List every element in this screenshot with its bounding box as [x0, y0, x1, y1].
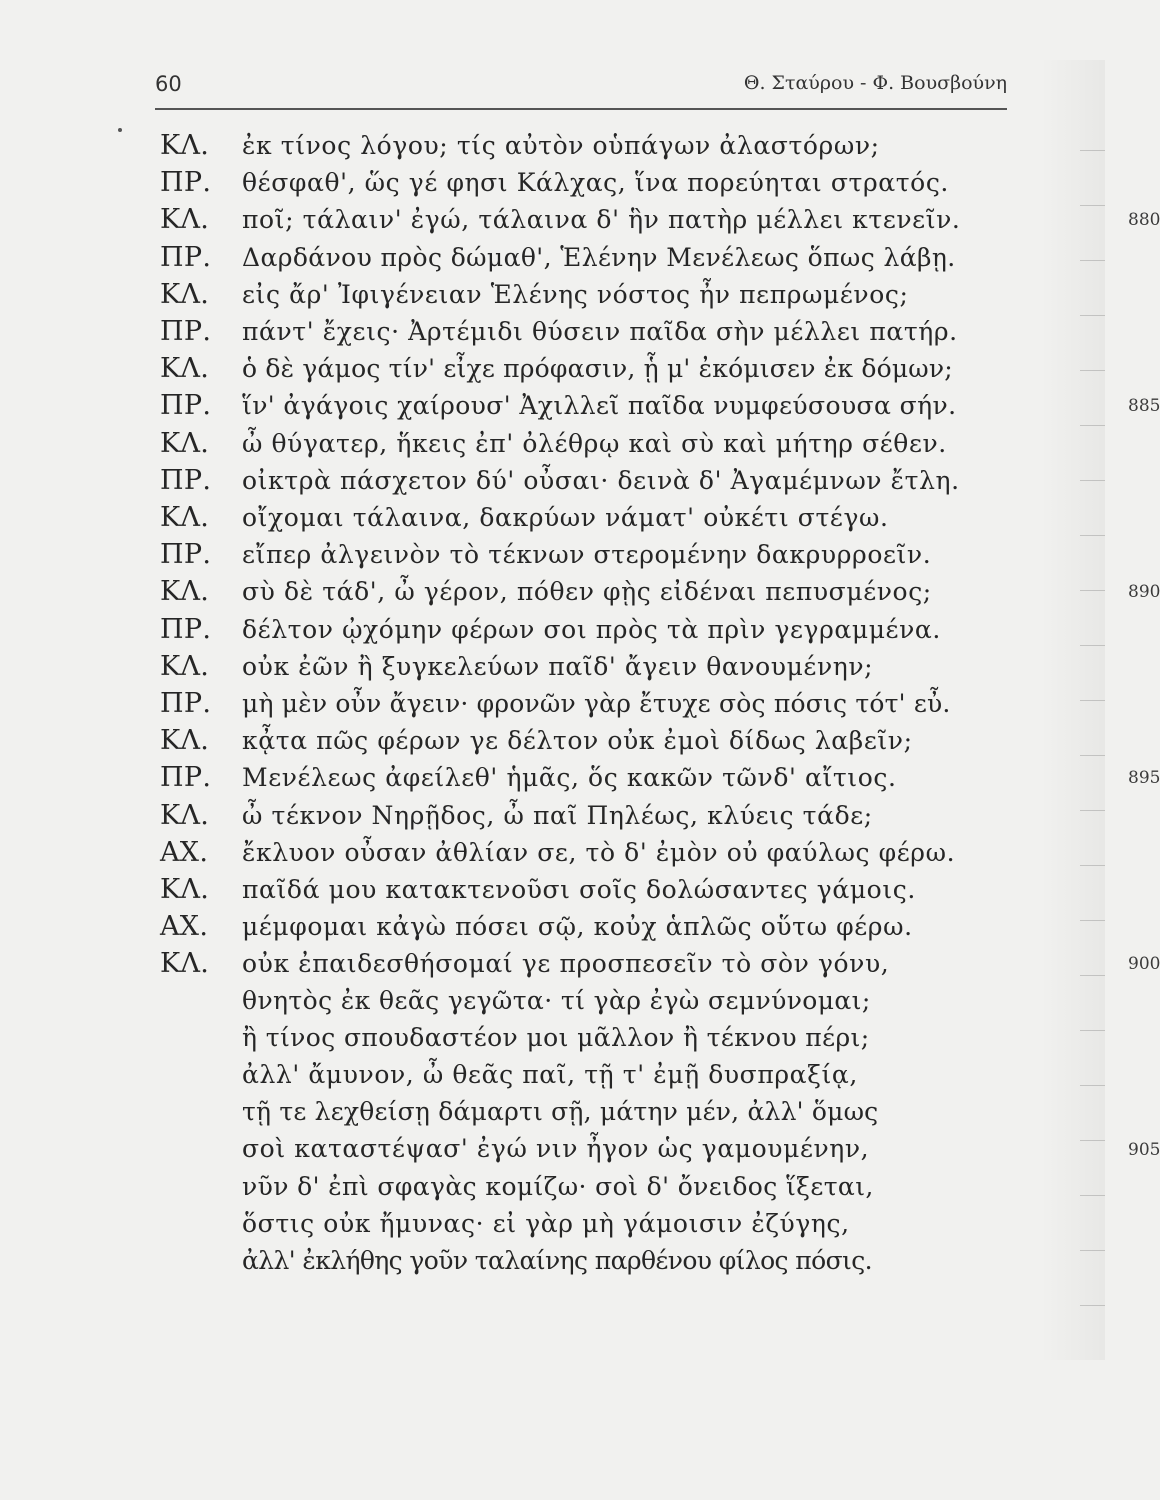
speaker-label: ΠΡ. — [160, 688, 212, 719]
verse-line — [160, 204, 1160, 242]
verse-line — [160, 651, 1030, 689]
verse-text-line: θνητὸς ἐκ θεᾶς γεγῶτα· τί γὰρ ἐγὼ σεμνύνομαι; — [242, 986, 871, 1015]
verse-text-line: εἴπερ ἀλγεινὸν τὸ τέκνων στερομένην δακρυρροεῖν. — [242, 540, 932, 569]
speaker-label: ΠΡ. — [160, 465, 212, 496]
speaker-label: ΚΛ. — [160, 279, 210, 310]
speaker-label: ΚΛ. — [160, 576, 210, 607]
speaker-label: ΚΛ. — [160, 800, 210, 831]
speaker-label: ΚΛ. — [160, 725, 210, 756]
line-number: 900 — [1128, 954, 1160, 974]
verse-line — [160, 502, 1030, 540]
verse-text-line: δέλτον ᾠχόμην φέρων σοι πρὸς τὰ πρὶν γεγραμμένα. — [242, 615, 941, 644]
verse-line — [160, 800, 1030, 838]
verse-text-line: σοὶ καταστέψασ' ἐγώ νιν ἦγον ὡς γαμουμένην, — [242, 1134, 870, 1163]
speaker-label: ΚΛ. — [160, 874, 210, 905]
verse-line — [160, 1172, 1030, 1210]
verse-line — [160, 762, 1160, 800]
verse-line — [160, 428, 1030, 466]
bleed-mark — [1080, 260, 1105, 261]
verse-line — [160, 390, 1160, 428]
speaker-label: ΠΡ. — [160, 762, 212, 793]
verse-line — [160, 688, 1030, 726]
speaker-label: ΚΛ. — [160, 130, 210, 161]
verse-text-line: ὅστις οὐκ ἤμυνας· εἰ γὰρ μὴ γάμοισιν ἐζύγης, — [242, 1209, 850, 1238]
verse-line — [160, 279, 1030, 317]
margin-dot — [118, 128, 122, 132]
verse-line — [160, 837, 1030, 875]
verse-line — [160, 465, 1030, 503]
header-rule — [155, 108, 1007, 110]
bleed-mark — [1080, 975, 1105, 976]
verse-text-line: νῦν δ' ἐπὶ σφαγὰς κομίζω· σοὶ δ' ὄνειδος ἵξεται, — [242, 1172, 874, 1201]
bleed-mark — [1080, 370, 1105, 371]
bleed-mark — [1080, 645, 1105, 646]
line-number: 885 — [1128, 396, 1160, 416]
speaker-label: ΚΛ. — [160, 651, 210, 682]
verse-text-line: παῖδά μου κατακτενοῦσι σοῖς δολώσαντες γάμοις. — [242, 875, 916, 904]
line-number: 895 — [1128, 768, 1160, 788]
verse-text-line: οὐκ ἐῶν ἢ ξυγκελεύων παῖδ' ἄγειν θανουμένην; — [242, 652, 874, 681]
bleed-mark — [1080, 315, 1105, 316]
bleed-mark — [1080, 1085, 1105, 1086]
bleed-mark — [1080, 1305, 1105, 1306]
verse-line — [160, 1246, 1030, 1284]
verse-line — [160, 1209, 1030, 1247]
verse-text-line: ἢ τίνος σπουδαστέον μοι μᾶλλον ἢ τέκνου πέρι; — [242, 1023, 870, 1052]
facing-page-bleed-through — [1040, 60, 1105, 1360]
verse-line — [160, 1134, 1160, 1172]
speaker-label: ΚΛ. — [160, 353, 210, 384]
verse-line — [160, 353, 1030, 391]
verse-text-line: μὴ μὲν οὖν ἄγειν· φρονῶν γὰρ ἔτυχε σὸς πόσις τότ' εὖ. — [242, 689, 951, 718]
verse-line — [160, 911, 1030, 949]
verse-text-line: ἵν' ἀγάγοις χαίρουσ' Ἀχιλλεῖ παῖδα νυμφεύσουσα σήν. — [242, 391, 957, 420]
bleed-mark — [1080, 205, 1105, 206]
speaker-label: ΚΛ. — [160, 428, 210, 459]
speaker-label: ΑΧ. — [160, 837, 209, 868]
verse-text-line: ὦ θύγατερ, ἥκεις ἐπ' ὀλέθρῳ καὶ σὺ καὶ μήτηρ σέθεν. — [242, 429, 947, 458]
verse-text-line: οὐκ ἐπαιδεσθήσομαί γε προσπεσεῖν τὸ σὸν γόνυ, — [242, 949, 890, 978]
bleed-mark — [1080, 920, 1105, 921]
verse-text-line: μέμφομαι κἀγὼ πόσει σῷ, κοὐχ ἁπλῶς οὕτω φέρω. — [242, 912, 913, 941]
bleed-mark — [1080, 480, 1105, 481]
verse-line — [160, 948, 1160, 986]
verse-text-line: ποῖ; τάλαιν' ἐγώ, τάλαινα δ' ἣν πατὴρ μέλλει κτενεῖν. — [242, 205, 961, 234]
verse-text-line: εἰς ἄρ' Ἰφιγένειαν Ἑλένης νόστος ἦν πεπρωμένος; — [242, 280, 909, 309]
speaker-label: ΠΡ. — [160, 539, 212, 570]
verse-text-line: οἰκτρὰ πάσχετον δύ' οὖσαι· δεινὰ δ' Ἀγαμέμνων ἔτλη. — [242, 466, 960, 495]
speaker-label: ΠΡ. — [160, 614, 212, 645]
bleed-mark — [1080, 810, 1105, 811]
verse-line — [160, 242, 1030, 280]
speaker-label: ΚΛ. — [160, 948, 210, 979]
page-header — [155, 72, 1007, 112]
verse-line — [160, 1060, 1030, 1098]
verse-line — [160, 986, 1030, 1024]
bleed-mark — [1080, 1195, 1105, 1196]
verse-text-line: πάντ' ἔχεις· Ἀρτέμιδι θύσειν παῖδα σὴν μέλλει πατήρ. — [242, 317, 958, 346]
speaker-label: ΠΡ. — [160, 390, 212, 421]
speaker-label: ΚΛ. — [160, 204, 210, 235]
verse-text-line: κᾆτα πῶς φέρων γε δέλτον οὐκ ἐμοὶ δίδως λαβεῖν; — [242, 726, 913, 755]
speaker-label: ΠΡ. — [160, 167, 212, 198]
verse-line — [160, 614, 1030, 652]
running-head: Θ. Σταύρου - Φ. Βουσβούνη — [743, 72, 1007, 94]
verse-line — [160, 1097, 1030, 1135]
bleed-mark — [1080, 535, 1105, 536]
line-number: 880 — [1128, 210, 1160, 230]
verse-text-line: θέσφαθ', ὥς γέ φησι Κάλχας, ἵνα πορεύηται στρατός. — [242, 168, 949, 197]
verse-text-line: ὦ τέκνον Νηρῇδος, ὦ παῖ Πηλέως, κλύεις τάδε; — [242, 801, 873, 830]
verse-text-line: Μενέλεως ἀφείλεθ' ἡμᾶς, ὅς κακῶν τῶνδ' αἴτιος. — [242, 763, 897, 792]
verse-line — [160, 316, 1030, 354]
verse-line — [160, 874, 1030, 912]
line-number: 890 — [1128, 582, 1160, 602]
verse-text-line: σὺ δὲ τάδ', ὦ γέρον, πόθεν φῂς εἰδέναι πεπυσμένος; — [242, 577, 932, 606]
verse-text-line: οἴχομαι τάλαινα, δακρύων νάματ' οὐκέτι στέγω. — [242, 503, 889, 532]
bleed-mark — [1080, 1140, 1105, 1141]
bleed-mark — [1080, 700, 1105, 701]
verse-line — [160, 167, 1030, 205]
verse-text-line: ἐκ τίνος λόγου; τίς αὐτὸν οὑπάγων ἀλαστόρων; — [242, 131, 880, 160]
speaker-label: ΠΡ. — [160, 242, 212, 273]
verse-line — [160, 1023, 1030, 1061]
speaker-label: ΚΛ. — [160, 502, 210, 533]
page-number: 60 — [155, 72, 182, 96]
verse-line — [160, 539, 1030, 577]
verse-text-line: τῇ τε λεχθείσῃ δάμαρτι σῇ, μάτην μέν, ἀλλ' ὅμως — [242, 1097, 879, 1126]
verse-text-line: ἔκλυον οὖσαν ἀθλίαν σε, τὸ δ' ἐμὸν οὐ φαύλως φέρω. — [242, 838, 956, 867]
verse-text-line: ἀλλ' ἄμυνον, ὦ θεᾶς παῖ, τῇ τ' ἐμῇ δυσπραξίᾳ, — [242, 1060, 858, 1089]
verse-text-line: ὁ δὲ γάμος τίν' εἶχε πρόφασιν, ᾗ μ' ἐκόμισεν ἐκ δόμων; — [242, 354, 953, 383]
verse-line — [160, 576, 1160, 614]
bleed-mark — [1080, 150, 1105, 151]
verse-line — [160, 130, 1030, 168]
line-number: 905 — [1128, 1140, 1160, 1160]
bleed-mark — [1080, 755, 1105, 756]
speaker-label: ΑΧ. — [160, 911, 209, 942]
verse-text-line: Δαρδάνου πρὸς δώμαθ', Ἑλένην Μενέλεως ὅπως λάβῃ. — [242, 243, 956, 272]
speaker-label: ΠΡ. — [160, 316, 212, 347]
verse-line — [160, 725, 1030, 763]
bleed-mark — [1080, 1250, 1105, 1251]
bleed-mark — [1080, 425, 1105, 426]
verse-text-line: ἀλλ' ἐκλήθης γοῦν ταλαίνης παρθένου φίλος πόσις. — [242, 1246, 872, 1275]
bleed-mark — [1080, 1030, 1105, 1031]
bleed-mark — [1080, 865, 1105, 866]
bleed-mark — [1080, 590, 1105, 591]
